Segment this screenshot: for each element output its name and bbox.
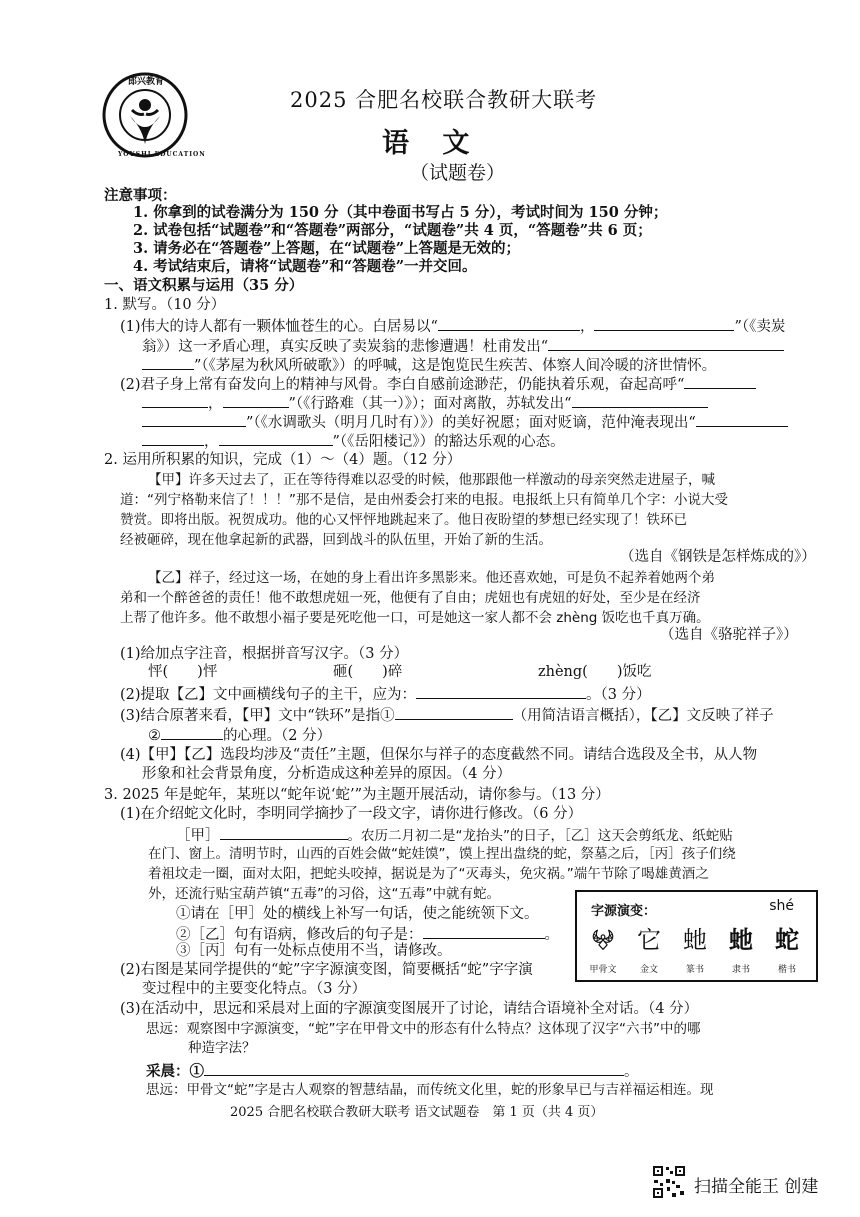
question-3-2: (2)右图是某同学提供的“蛇”字字源演变图，简要概括“蛇”字字演 [120,962,533,978]
answer-blank[interactable] [142,412,246,427]
passage-jia: 赞赏。即将出版。祝贺成功。他的心又怦怦地跳起来了。他日夜盼望的梦想已经实现了！铁环已 [120,512,687,528]
glyph-evolution-panel [575,890,818,982]
answer-blank[interactable] [594,316,734,331]
answer-blank[interactable] [142,431,204,446]
question-2-3: (3)结合原著来看，【甲】文中“铁环”是指① （用简洁语言概括），【乙】文反映了祥子 [120,705,774,726]
paper-type: （试题卷） [410,162,506,184]
answer-blank[interactable] [219,431,333,446]
answer-blank[interactable] [416,684,586,699]
qr-code-icon [652,1165,686,1199]
passage-snake: 外，还流行贴宝葫芦镇“五毒”的习俗，这“五毒”中就有蛇。 [148,886,500,902]
glyph-bronze: 它 金文 [637,926,661,975]
question-2-1: (1)给加点字注音，根据拼音写汉字。（3 分） [120,646,409,662]
pinyin-item[interactable]: 砸( )碎 [333,664,403,680]
passage-snake: 在门、窗上。清明节时，山西的百姓会做“蛇娃馍”，馍上捏出盘绕的蛇，祭墓之后，［丙］孩子们绕 [148,846,736,862]
question-1-2-line: ， ”（《行路难（其一）》）；面对离散，苏轼发出“ [142,393,708,414]
subject-title: 语 文 [382,128,482,159]
answer-blank[interactable] [548,336,784,351]
answer-blank[interactable] [696,412,788,427]
question-1-2-line: ， ”（《岳阳楼记》）的豁达乐观的心态。 [142,431,565,452]
logo-ring-text: YOUSHI EDUCATION [118,151,206,158]
notice-item: 4. 考试结束后，请将“试题卷”和“答题卷”一并交回。 [133,258,477,275]
answer-blank[interactable] [684,374,756,389]
question-2-2: (2)提取【乙】文中画横线句子的主干，应为： 。（3 分） [120,684,651,705]
page-footer: 2025 合肥名校联合教研大联考 语文试题卷 第 1 页（共 4 页） [230,1105,604,1120]
question-1-2-line: (2)君子身上常有奋发向上的精神与风骨。李白自感前途渺茫，仍能执着乐观，奋起高呼“ [120,374,756,395]
dialogue-line: 种造字法？ [188,1040,256,1056]
answer-blank[interactable] [572,393,708,408]
passage-jia: 经被砸碎，现在他拿起新的武器，回到战斗的队伍里，开始了新的生活。 [120,532,552,548]
passage-snake: 着祖坟走一圈，面对太阳，把蛇头咬掉，据说是为了“灭毒头，免灾祸。”端午节除了喝雄黄酒之 [148,866,709,882]
answer-blank[interactable] [220,825,348,840]
answer-blank[interactable] [223,393,289,408]
passage-yi-source: （选自《骆驼祥子》） [660,627,798,643]
question-1-1-line: (1)伟大的诗人都有一颗体恤苍生的心。白居易以“ ， ”（《卖炭 [120,316,785,337]
passage-jia-source: （选自《钢铁是怎样炼成的》） [620,549,816,565]
passage-yi: 上帮了他许多。他不敢想小福子要是死吃他一口，可是她这一家人都不会 zhèng 饭吃也千真万确。 [120,610,710,626]
glyph-clerical: 虵 隶书 [729,925,753,975]
dialogue-line: 思远：甲骨文“蛇”字是古人观察的智慧结晶，而传统文化里，蛇的形象早已与吉祥福运相连。现 [146,1082,714,1098]
question-3-3: (3)在活动中，思远和采晨对上面的字源演变图展开了讨论，请结合语境补全对话。（4 分） [120,1001,699,1017]
passage-jia: 道：“列宁格勒来信了！！！”那不是信，是由州委会打来的电报。电报纸上只有简单几个字：小说大受 [120,492,728,508]
answer-blank[interactable] [395,705,513,720]
answer-blank[interactable] [438,316,580,331]
sub-question: ②［乙］句有语病，修改后的句子是： 。 [176,924,559,945]
answer-blank[interactable] [142,355,194,370]
watermark-text: 扫描全能王 创建 [694,1177,819,1197]
question-2-heading: 2. 运用所积累的知识，完成（1）～（4）题。（12 分） [104,452,462,468]
sub-question: ③［丙］句有一处标点使用不当，请修改。 [176,943,452,959]
notice-item: 1. 你拿到的试卷满分为 150 分（其中卷面书写占 5 分），考试时间为 150 分钟； [133,204,668,221]
passage-snake: ［甲］ 。农历二月初二是“龙抬头”的日子，［乙］这天会剪纸龙、纸蛇贴 [176,825,733,846]
logo-top-text: 郎兴教育 [128,77,165,87]
glyph-oracle: 𖤍 甲骨文 [589,926,617,975]
question-2-3: ② 的心理。（2 分） [148,725,331,746]
glyph-pinyin: shé [769,898,794,914]
answer-blank[interactable] [142,393,208,408]
question-1-1-line: ”（《茅屋为秋风所破歌》）的呼喊，这是饱览民生疾苦、体察人间冷暖的济世情怀。 [142,355,716,376]
question-3-1: (1)在介绍蛇文化时，李明同学摘抄了一段文字，请你进行修改。（6 分） [120,806,583,822]
passage-yi: 【乙】祥子，经过这一场，在她的身上看出许多黑影来。他还喜欢她，可是负不起养着她两个弟 [148,570,715,586]
pinyin-item[interactable]: zhèng( )饭吃 [538,664,652,680]
question-1-heading: 1. 默写。（10 分） [104,297,226,313]
pinyin-item[interactable]: 怦( )怦 [148,664,218,680]
answer-blank[interactable] [204,1061,624,1076]
sub-question: ①请在［甲］处的横线上补写一句话，使之能统领下文。 [176,906,539,922]
notice-item: 3. 请务必在“答题卷”上答题，在“试题卷”上答题是无效的； [133,240,521,257]
notice-item: 2. 试卷包括“试题卷”和“答题卷”两部分，“试题卷”共 4 页，“答题卷”共 6 页； [133,222,652,239]
answer-blank[interactable] [161,725,223,740]
glyph-regular: 蛇 楷书 [775,925,799,975]
dialogue-line: 思远：观察图中字源演变，“蛇”字在甲骨文中的形态有什么特点？这体现了汉字“六书”中的哪 [146,1021,701,1037]
section-heading: 一、语文积累与运用（35 分） [104,277,304,294]
exam-title: 2025 合肥名校联合教研大联考 [290,88,598,112]
question-3-2: 变过程中的主要变化特点。（3 分） [142,981,367,997]
answer-blank[interactable] [423,924,545,939]
glyph-seal: 虵 篆书 [683,926,707,975]
passage-yi: 弟和一个醉爸爸的责任！他不敢想虎妞一死，他便有了自由；虎妞也有虎妞的好处，至少是在经济 [120,590,701,606]
passage-jia: 【甲】许多天过去了，正在等待得难以忍受的时候，他那跟他一样激动的母亲突然走进屋子，喊 [148,472,715,488]
question-3-heading: 3. 2025 年是蛇年，某班以“蛇年说‘蛇’”为主题开展活动，请你参与。（13 分） [104,787,610,803]
dialogue-line: 采晨：① 。 [146,1063,639,1080]
notice-heading: 注意事项： [104,187,177,204]
question-1-2-line: ”（《水调歌头（明月几时有）》）的美好祝愿；面对贬谪，范仲淹表现出“ [142,412,788,433]
glyph-panel-title: 字源演变： [591,904,657,919]
question-1-1-line: 翁》）这一矛盾心理，真实反映了卖炭翁的悲惨遭遇！杜甫发出“ [142,336,784,357]
question-2-4: (4)【甲】【乙】选段均涉及“责任”主题，但保尔与祥子的态度截然不同。请结合选段及全书，从人物 [120,747,758,763]
question-2-4: 形象和社会背景角度，分析造成这种差异的原因。（4 分） [142,766,512,782]
